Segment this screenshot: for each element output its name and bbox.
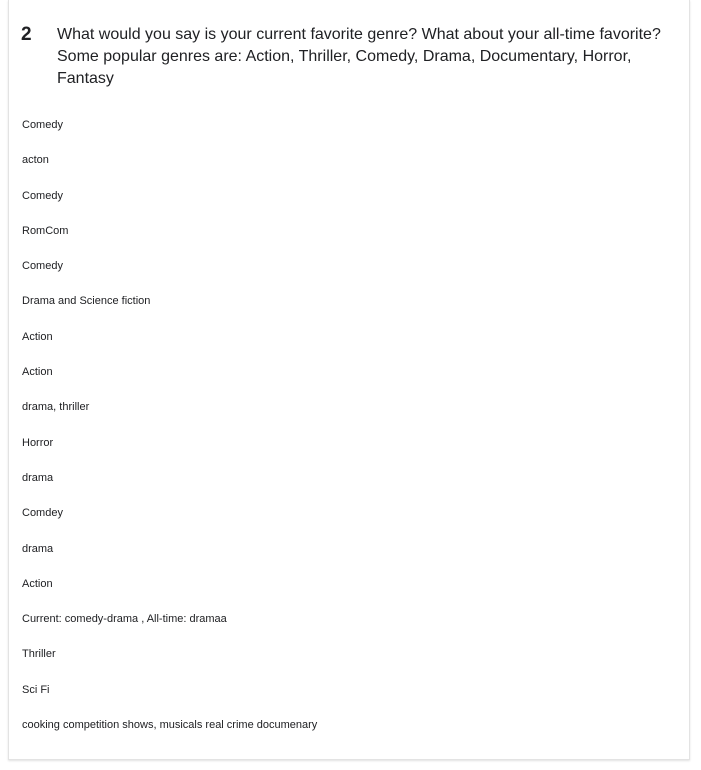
response-item: drama, thriller bbox=[22, 401, 90, 414]
response-item: drama bbox=[22, 471, 54, 484]
question-number: 2 bbox=[21, 24, 32, 45]
response-item: Comedy bbox=[22, 119, 63, 131]
response-item: Drama and Science fiction bbox=[22, 295, 151, 308]
question-header bbox=[21, 24, 673, 90]
response-item: cooking competition shows, musicals real crime documenary bbox=[22, 719, 318, 732]
response-item: Comdey bbox=[22, 507, 63, 520]
response-item: Action bbox=[22, 366, 53, 379]
response-item: drama bbox=[22, 542, 54, 555]
response-item: Action bbox=[22, 577, 53, 590]
question-card bbox=[8, 0, 690, 760]
question-title: What would you say is your current favorite genre? What about your all-time favorite? Some popular genres are: Action, Thriller, Comedy, Drama, Documentary, Horror, Fantasy bbox=[57, 26, 661, 87]
response-list bbox=[22, 110, 673, 745]
response-item: Horror bbox=[22, 436, 54, 449]
response-item: Comedy bbox=[22, 189, 63, 202]
response-item: Comedy bbox=[22, 260, 63, 273]
response-item: Sci Fi bbox=[22, 683, 50, 696]
response-item: Action bbox=[22, 330, 53, 343]
response-item: acton bbox=[22, 154, 49, 167]
response-item: Current: comedy-drama , All-time: dramaa bbox=[22, 613, 227, 626]
response-item: RomCom bbox=[22, 224, 69, 237]
response-item: Thriller bbox=[22, 648, 56, 661]
